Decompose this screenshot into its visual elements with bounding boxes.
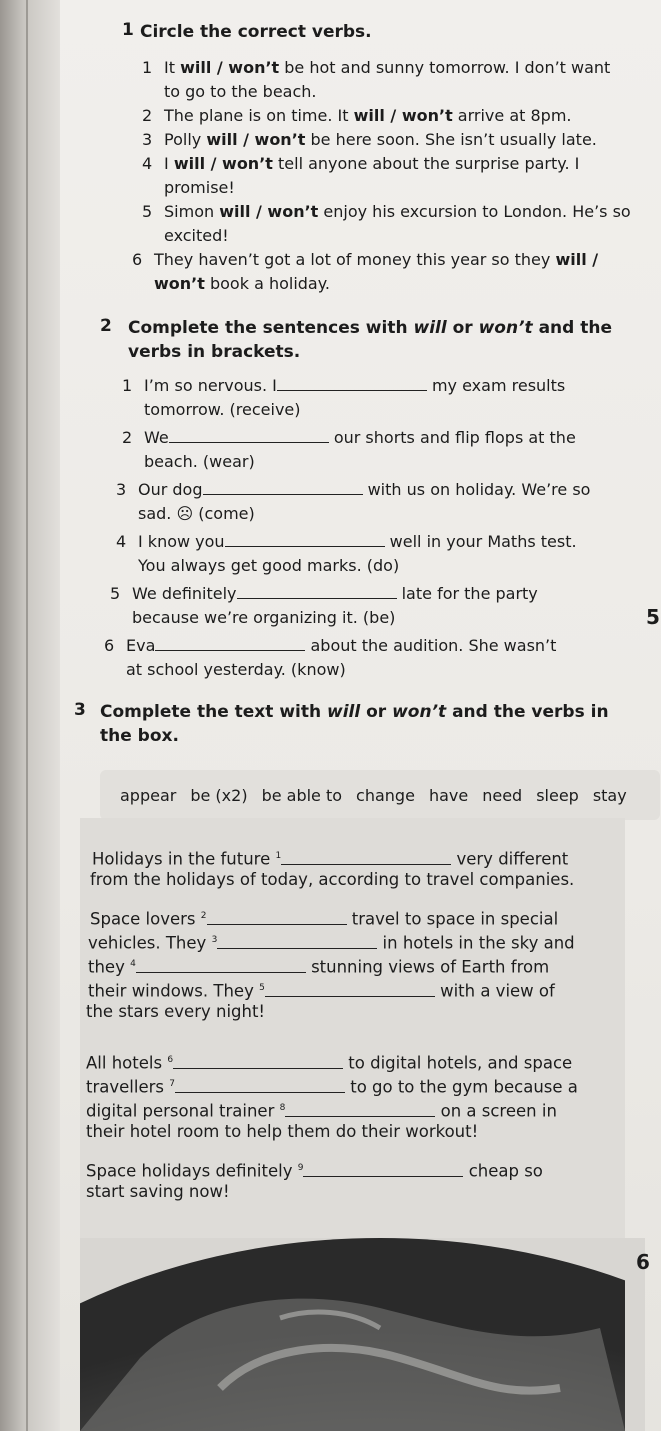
- answer-blank[interactable]: [281, 848, 451, 865]
- verb-choice[interactable]: will / won’t: [206, 130, 306, 149]
- word-box-item: appear: [120, 785, 177, 805]
- word-box-item: sleep: [536, 785, 579, 805]
- word-box: [100, 770, 660, 820]
- word-box-item: be able to: [261, 785, 343, 805]
- s1-item-3: 3 Polly will / won’t be here soon. She isn’t usually late.: [142, 130, 597, 149]
- section-2-number: 2: [100, 316, 112, 336]
- answer-blank[interactable]: [155, 634, 305, 651]
- text-line: Holidays in the future $^1$ very different: [92, 849, 569, 869]
- text-line: their windows. They $^5$ with a view of: [88, 981, 555, 1001]
- text-line: All hotels $^6$ to digital hotels, and space: [86, 1053, 573, 1073]
- verb-choice-cont[interactable]: won’t: [154, 274, 205, 293]
- verb-choice[interactable]: will / won’t: [219, 202, 319, 221]
- word-box-item: change: [356, 785, 415, 805]
- score-marker-3: 6: [636, 1250, 650, 1274]
- earth-image: [80, 1238, 645, 1431]
- answer-blank[interactable]: [175, 1076, 345, 1093]
- text-line: vehicles. They $^3$ in hotels in the sky and: [88, 933, 575, 953]
- answer-blank[interactable]: [169, 426, 329, 443]
- s2-item-2: 2 We our shorts and flip flops at the beach. (wear): [122, 428, 576, 471]
- score-marker-2: 5: [646, 605, 660, 629]
- answer-blank[interactable]: [225, 530, 385, 547]
- s1-item-2: 2 The plane is on time. It will / won’t arrive at 8pm.: [142, 106, 572, 125]
- s2-item-5: 5 We definitely late for the party because we’re organizing it. (be): [110, 584, 538, 627]
- s2-item-1: 1 I’m so nervous. I my exam results tomorrow. (receive): [122, 376, 566, 419]
- section-1-number: 1: [122, 20, 134, 40]
- text-line: the stars every night!: [86, 1002, 266, 1021]
- workbook-page: [60, 0, 661, 1431]
- verb-choice[interactable]: will / won’t: [353, 106, 453, 125]
- section-2-title: Complete the sentences with will or won’t and the verbs in brackets.: [128, 318, 612, 362]
- answer-blank[interactable]: [285, 1100, 435, 1117]
- answer-blank[interactable]: [207, 908, 347, 925]
- section-3-title: Complete the text with will or won’t and the verbs in the box.: [100, 702, 609, 746]
- s1-item-4: 4 I will / won’t tell anyone about the surprise party. I promise!: [142, 154, 580, 197]
- s2-item-4: 4 I know you well in your Maths test. You always get good marks. (do): [116, 532, 577, 575]
- s1-item-1: 1 It will / won’t be hot and sunny tomorrow. I don’t want to go to the beach.: [142, 58, 611, 101]
- book-spine: [0, 0, 60, 1431]
- answer-blank[interactable]: [265, 980, 435, 997]
- answer-blank[interactable]: [173, 1052, 343, 1069]
- word-box-item: have: [428, 785, 469, 805]
- section-1-title: Circle the correct verbs.: [140, 22, 372, 42]
- verb-choice[interactable]: will / won’t: [173, 154, 273, 173]
- text-line: from the holidays of today, according to travel companies.: [90, 870, 575, 889]
- s1-item-5: 5 Simon will / won’t enjoy his excursion to London. He’s so excited!: [142, 202, 631, 245]
- answer-blank[interactable]: [237, 582, 397, 599]
- text-line: Space holidays definitely $^9$ cheap so: [86, 1161, 543, 1181]
- text-line: travellers $^7$ to go to the gym because a: [86, 1077, 578, 1097]
- spine-fold: [26, 0, 28, 1431]
- verb-choice[interactable]: will / won’t: [180, 58, 280, 77]
- word-box-item: be (x2): [190, 785, 248, 805]
- earth-globe-icon: [80, 1238, 625, 1431]
- text-line: digital personal trainer $^8$ on a screen in: [86, 1101, 557, 1121]
- section-3-number: 3: [74, 700, 86, 720]
- reading-text-box: [80, 818, 625, 1431]
- verb-choice[interactable]: will /: [555, 250, 599, 269]
- text-line: they $^4$ stunning views of Earth from: [88, 957, 550, 977]
- answer-blank[interactable]: [203, 478, 363, 495]
- answer-blank[interactable]: [136, 956, 306, 973]
- word-box-item: stay: [592, 785, 627, 805]
- answer-blank[interactable]: [303, 1160, 463, 1177]
- answer-blank[interactable]: [277, 374, 427, 391]
- s2-item-3: 3 Our dog with us on holiday. We’re so sad. ☹ (come): [116, 480, 591, 523]
- text-line: start saving now!: [86, 1182, 230, 1201]
- word-box-item: need: [482, 785, 523, 805]
- text-line: their hotel room to help them do their workout!: [86, 1122, 479, 1141]
- text-line: Space lovers $^2$ travel to space in special: [90, 909, 559, 929]
- answer-blank[interactable]: [217, 932, 377, 949]
- s1-item-6: 6 They haven’t got a lot of money this year so they will / won’t book a holiday.: [132, 250, 599, 293]
- s2-item-6: 6 Eva about the audition. She wasn’t at school yesterday. (know): [104, 636, 557, 679]
